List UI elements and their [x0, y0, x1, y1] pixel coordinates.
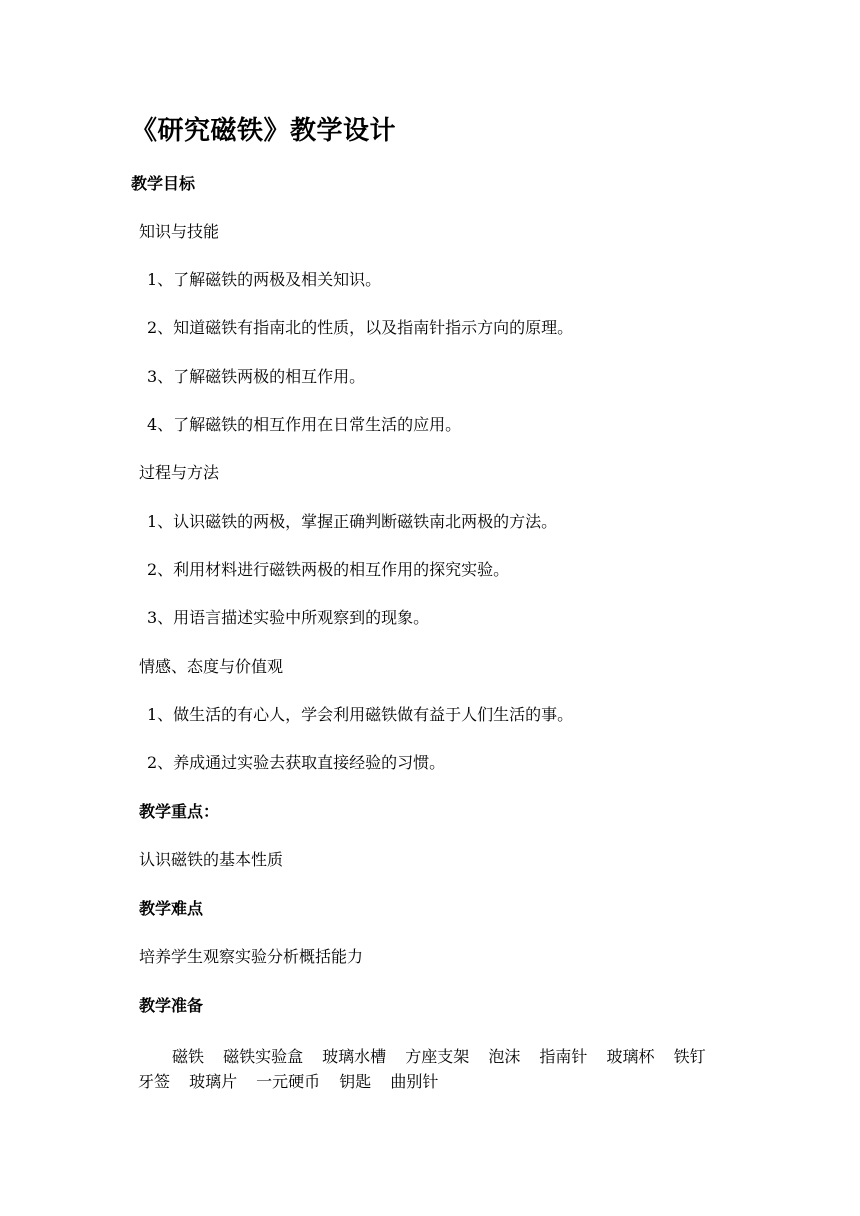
process-item: 1、认识磁铁的两极，掌握正确判断磁铁南北两极的方法。	[147, 512, 558, 531]
process-heading: 过程与方法	[139, 463, 220, 482]
difficulties-heading: 教学难点	[139, 899, 204, 918]
difficulties-text: 培养学生观察实验分析概括能力	[139, 947, 364, 966]
knowledge-item: 1、了解磁铁的两极及相关知识。	[147, 270, 382, 289]
materials-line: 牙签 玻璃片 一元硬币 钥匙 曲别针	[138, 1072, 439, 1091]
attitude-item: 2、养成通过实验去获取直接经验的习惯。	[147, 753, 446, 772]
knowledge-item: 2、知道磁铁有指南北的性质，以及指南针指示方向的原理。	[147, 318, 574, 337]
process-item: 3、用语言描述实验中所观察到的现象。	[147, 608, 430, 627]
attitude-item: 1、做生活的有心人，学会利用磁铁做有益于人们生活的事。	[147, 705, 574, 724]
knowledge-item: 4、了解磁铁的相互作用在日常生活的应用。	[147, 415, 462, 434]
document-title: 《研究磁铁》教学设计	[131, 116, 397, 146]
preparation-heading: 教学准备	[139, 996, 204, 1015]
knowledge-heading: 知识与技能	[139, 222, 220, 241]
knowledge-item: 3、了解磁铁两极的相互作用。	[147, 367, 366, 386]
materials-line: 磁铁 磁铁实验盒 玻璃水槽 方座支架 泡沫 指南针 玻璃杯 铁钉	[172, 1047, 706, 1066]
preparation-materials	[138, 1044, 738, 1094]
key-points-text: 认识磁铁的基本性质	[139, 850, 284, 869]
process-item: 2、利用材料进行磁铁两极的相互作用的探究实验。	[147, 560, 510, 579]
attitude-heading: 情感、态度与价值观	[139, 657, 284, 676]
key-points-heading: 教学重点：	[139, 802, 220, 821]
objectives-heading: 教学目标	[131, 174, 196, 193]
